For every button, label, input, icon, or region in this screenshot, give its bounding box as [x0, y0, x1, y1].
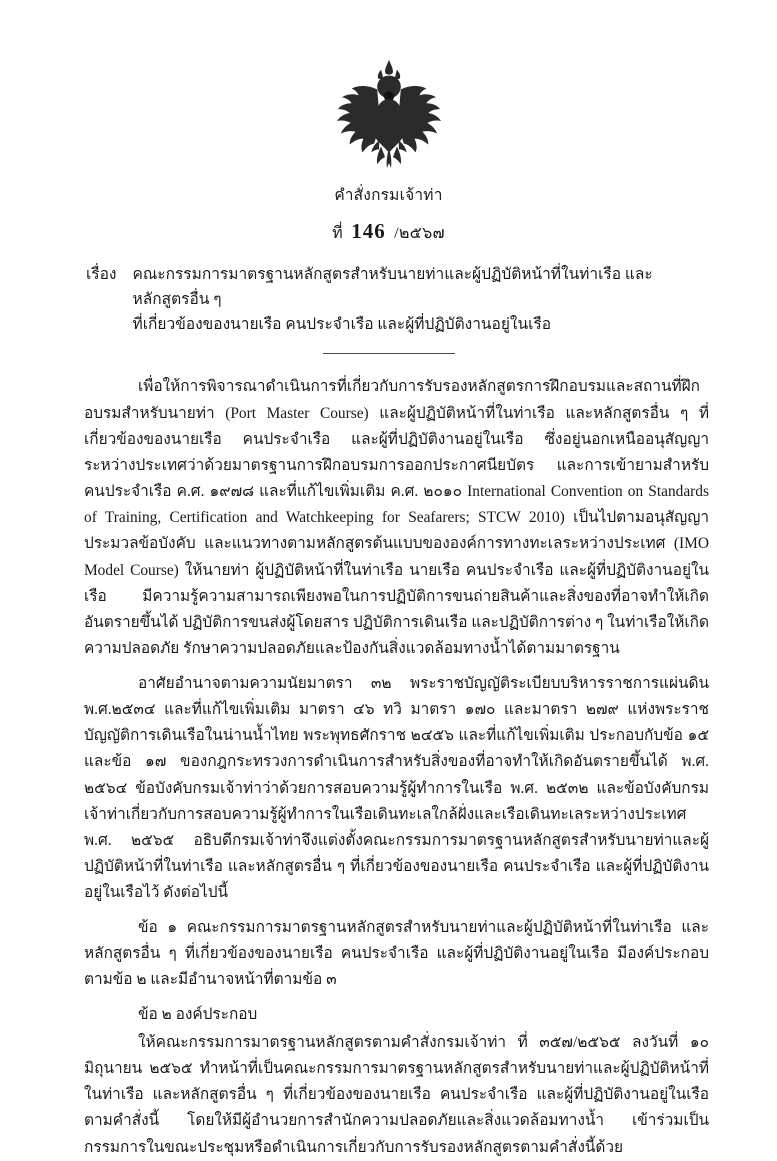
document-subject [62, 262, 715, 337]
divider-container [62, 353, 715, 354]
horizontal-divider [323, 353, 455, 354]
emblem-container [62, 56, 715, 178]
subject-line-1: คณะกรรมการมาตรฐานหลักสูตรสำหรับนายท่าและผู้ปฏิบัติหน้าที่ในท่าเรือ และหลักสูตรอื่น ๆ [132, 266, 653, 309]
paragraph-preamble: เพื่อให้การพิจารณาดำเนินการที่เกี่ยวกับการรับรองหลักสูตรการฝึกอบรมและสถานที่ฝึกอบรมสำหรับนายท่า (Port Master Course) และผู้ปฏิบัติหน้าที่ในท่าเรือ และหลักสูตรอื่น ๆ ที่เกี่ยวข้องของนายเรือ คนประจำเรือ และผู้ที่ปฏิบัติงานอยู่ในเรือ ซึ่งอยู่นอกเหนืออนุสัญญาระหว่างประเทศว่าด้วยมาตรฐานการฝึกอบรมการออกประกาศนียบัตร และการเข้ายามสำหรับคนประจำเรือ ค.ศ. ๑๙๗๘ และที่แก้ไขเพิ่มเติม ค.ศ. ๒๐๑๐ International Convention on Standards of Training, Certification and Watchkeeping for Seafarers; STCW 2010) เป็นไปตามอนุสัญญา ประมวลข้อบังคับ และแนวทางตามหลักสูตรต้นแบบขององค์การทางทะเลระหว่างประเทศ (IMO Model Course) ให้นายท่า ผู้ปฏิบัติหน้าที่ในท่าเรือ นายเรือ คนประจำเรือ และผู้ที่ปฏิบัติงานอยู่ในเรือ มีความรู้ความสามารถเพียงพอในการปฏิบัติการขนถ่ายสินค้าและสิ่งของที่อาจทำให้เกิดอันตรายขึ้นได้ ปฏิบัติการขนส่งผู้โดยสาร ปฏิบัติการเดินเรือ และปฏิบัติการต่าง ๆ ในท่าเรือให้เกิดความปลอดภัย รักษาความปลอดภัยและป้องกันสิ่งแวดล้อมทางน้ำได้ตามมาตรฐาน [84, 378, 709, 658]
paragraph-clause-1: ข้อ ๑ คณะกรรมการมาตรฐานหลักสูตรสำหรับนายท่าและผู้ปฏิบัติหน้าที่ในท่าเรือ และหลักสูตรอื่น ๆ ที่เกี่ยวข้องของนายเรือ คนประจำเรือ และผู้ที่ปฏิบัติงานอยู่ในเรือ มีองค์ประกอบตามข้อ ๒ และมีอำนาจหน้าที่ตามข้อ ๓ [84, 919, 709, 989]
subject-line-2: ที่เกี่ยวข้องของนายเรือ คนประจำเรือ และผู้ที่ปฏิบัติงานอยู่ในเรือ [132, 316, 552, 334]
subject-label: เรื่อง [86, 266, 117, 283]
document-number-row [62, 219, 715, 246]
paragraph-clause-2-body: ให้คณะกรรมการมาตรฐานหลักสูตรตามคำสั่งกรมเจ้าท่า ที่ ๓๕๗/๒๕๖๕ ลงวันที่ ๑๐ มิถุนายน ๒๕๖๕ ทำหน้าที่เป็นคณะกรรมการมาตรฐานหลักสูตรสำหรับนายท่าและผู้ปฏิบัติหน้าที่ในท่าเรือ และหลักสูตรอื่น ๆ ที่เกี่ยวข้องของนายเรือ คนประจำเรือ และผู้ที่ปฏิบัติงานอยู่ในเรือ ตามคำสั่งนี้ โดยให้มีผู้อำนวยการสำนักความปลอดภัยและสิ่งแวดล้อมทางน้ำ เข้าร่วมเป็นกรรมการในขณะประชุมหรือดำเนินการเกี่ยวกับการรับรองหลักสูตรตามคำสั่งนี้ด้วย [84, 1033, 709, 1156]
subject-body [133, 262, 699, 337]
document-number-year: /๒๕๖๗ [394, 225, 445, 242]
document-number: 146 [351, 219, 386, 243]
garuda-emblem [330, 56, 448, 174]
paragraph-clause-2-title: ข้อ ๒ องค์ประกอบ [138, 1006, 258, 1024]
document-heading: คำสั่งกรมเจ้าท่า [334, 187, 443, 204]
document-body [62, 374, 715, 1160]
paragraph-authority: อาศัยอำนาจตามความนัยมาตรา ๓๒ พระราชบัญญัติระเบียบบริหารราชการแผ่นดิน พ.ศ.๒๕๓๔ และที่แก้ไขเพิ่มเติม มาตรา ๔๖ ทวิ มาตรา ๑๗๐ และมาตรา ๒๗๙ แห่งพระราชบัญญัติการเดินเรือในน่านน้ำไทย พระพุทธศักราช ๒๔๕๖ และที่แก้ไขเพิ่มเติม ประกอบกับข้อ ๑๕ และข้อ ๑๗ ของกฎกระทรวงการดำเนินการสำหรับสิ่งของที่อาจทำให้เกิดอันตรายขึ้นได้ พ.ศ. ๒๕๖๔ ข้อบังคับกรมเจ้าท่าว่าด้วยการสอบความรู้ผู้ทำการในเรือ พ.ศ. ๒๕๓๒ และข้อบังคับกรมเจ้าท่าเกี่ยวกับการสอบความรู้ผู้ทำการในเรือเดินทะเลใกล้ฝั่งและเรือเดินทะเลระหว่างประเทศ พ.ศ. ๒๕๖๕ อธิบดีกรมเจ้าท่าจึงแต่งตั้งคณะกรรมการมาตรฐานหลักสูตรสำหรับนายท่าและผู้ปฏิบัติหน้าที่ในท่าเรือ และหลักสูตรอื่น ๆ ที่เกี่ยวข้องของนายเรือ คนประจำเรือ และผู้ที่ปฏิบัติงานอยู่ในเรือไว้ ดังต่อไปนี้ [84, 674, 709, 902]
document-number-prefix: ที่ [332, 225, 343, 242]
